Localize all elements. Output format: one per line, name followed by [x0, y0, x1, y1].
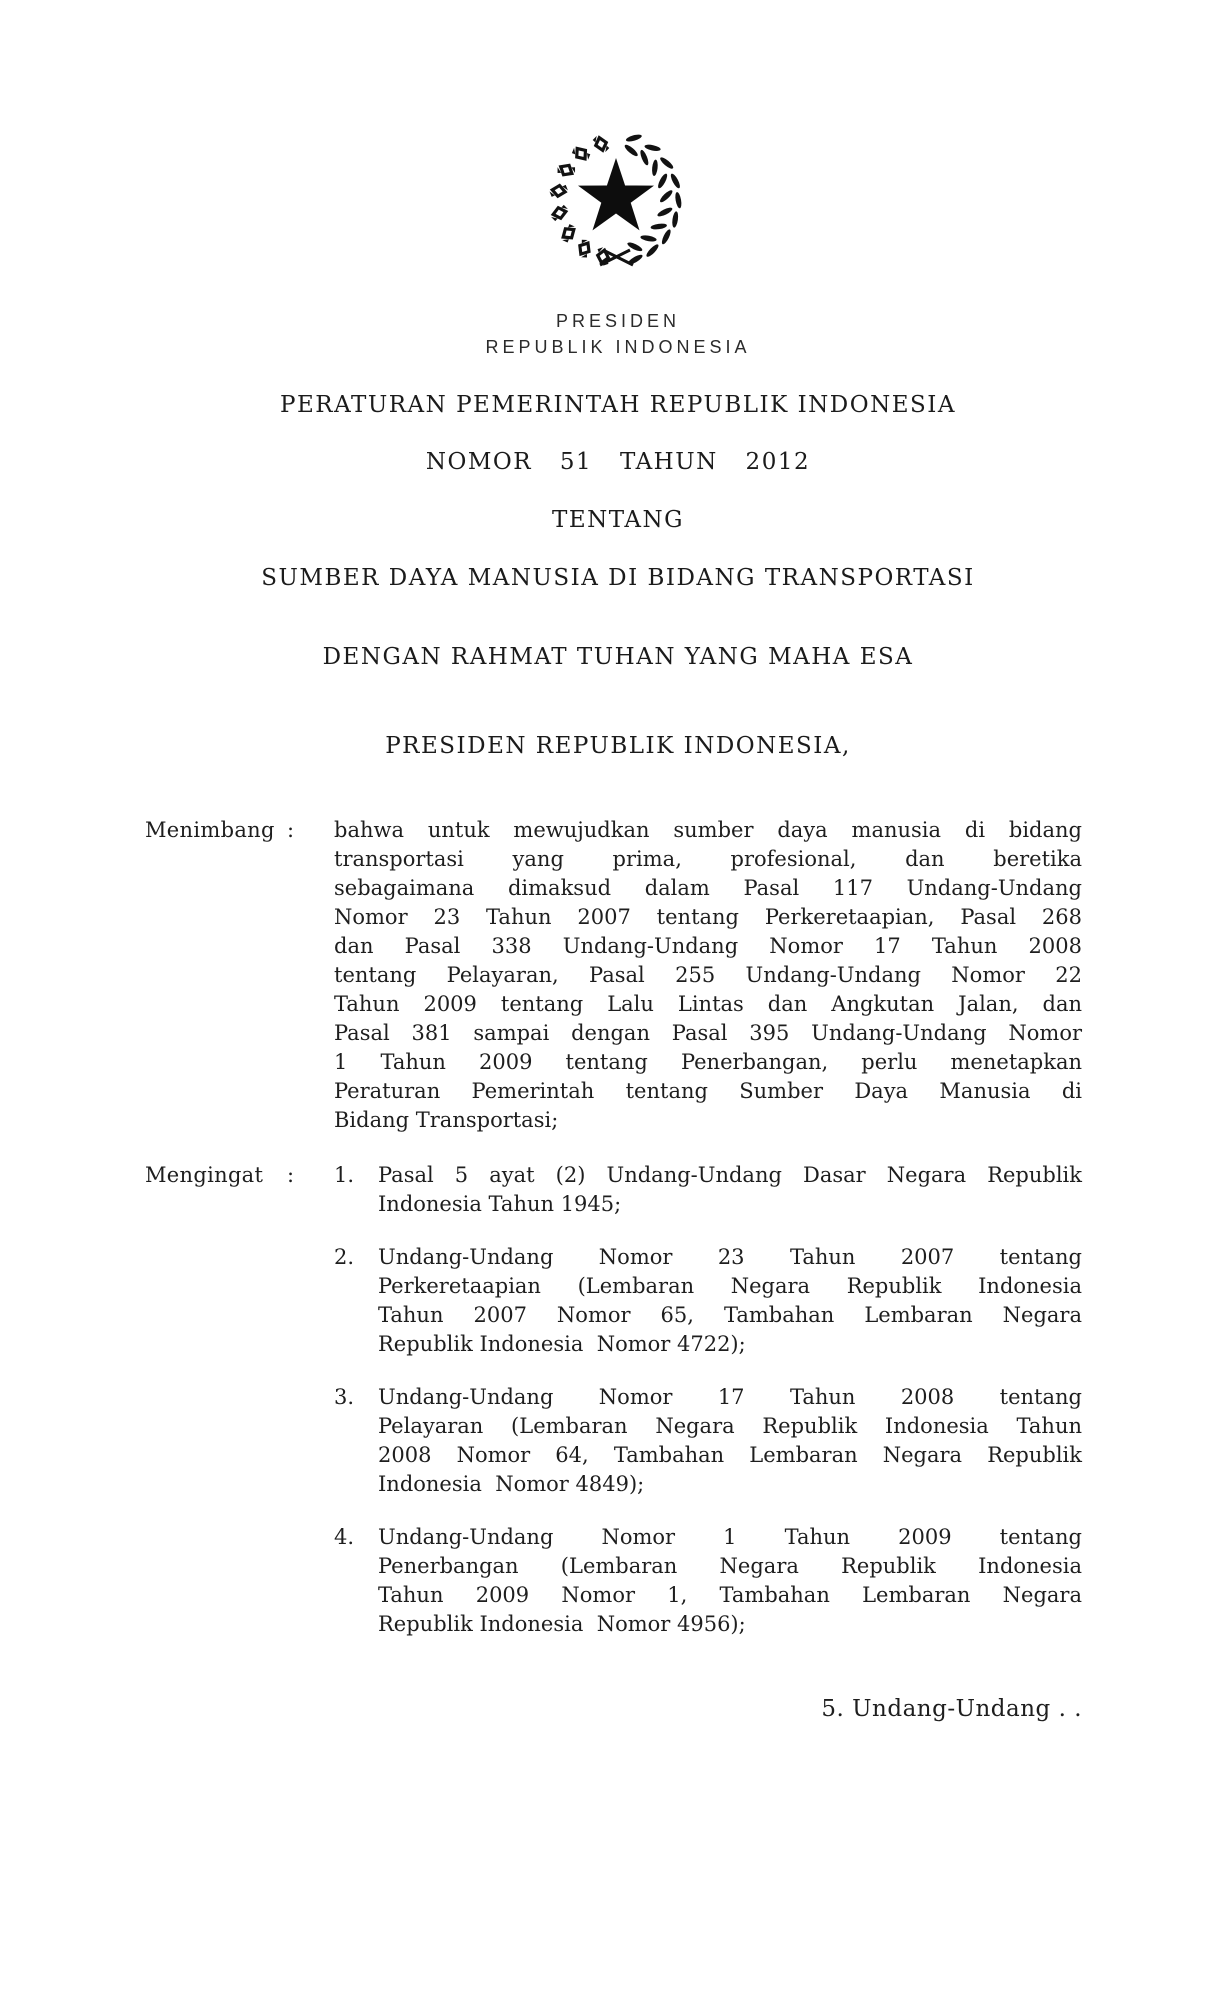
considering-text: bahwa untuk mewujudkan sumber daya manusia di bidang transportasi yang prima, profesional, dan beretika sebagaimana dimaksud dalam Pasal 117 Undang-Undang Nomor 23 Tahun 2007 tentang Perkeretaapian, Pasal 268 dan Pasal 338 Undang-Undang Nomor 17 Tahun 2008 tentang Pelayaran, Pasal 255 Undang-Undang Nomor 22 Tahun 2009 tentang Lalu Lintas dan Angkutan Jalan, dan Pasal 381 sampai dengan Pasal 395 Undang-Undang Nomor 1 Tahun 2009 tentang Penerbangan, perlu menetapkan Peraturan Pemerintah tentang Sumber Daya Manusia di Bidang Transportasi; — [334, 818, 1082, 1132]
considering-colon: : — [287, 818, 295, 842]
considering-label: Menimbang — [145, 818, 275, 842]
regulation-title: PERATURAN PEMERINTAH REPUBLIK INDONESIA — [280, 392, 956, 418]
legal-basis-item-number: 1. — [334, 1163, 355, 1187]
legal-basis-colon: : — [287, 1163, 295, 1187]
tentang-label: TENTANG — [552, 507, 684, 533]
letterhead-republik-indonesia: REPUBLIK INDONESIA — [485, 337, 751, 357]
considering-clause — [145, 816, 1082, 1135]
legal-basis-item-number: 3. — [334, 1385, 355, 1409]
regulation-number: NOMOR 51 TAHUN 2012 — [425, 449, 811, 475]
legal-basis-item — [334, 1383, 1082, 1499]
letterhead — [0, 308, 1224, 360]
legal-basis-item-text: Undang-Undang Nomor 23 Tahun 2007 tentang Perkeretaapian (Lembaran Negara Republik Indonesia Tahun 2007 Nomor 65, Tambahan Lembaran Negara Republik Indonesia Nomor 4722); — [378, 1245, 1082, 1356]
enacting-authority-line: PRESIDEN REPUBLIK INDONESIA, — [385, 733, 851, 759]
state-emblem-star-wreath-icon — [540, 132, 692, 272]
legal-basis-clause — [145, 1161, 1082, 1639]
legal-basis-item-text: Undang-Undang Nomor 1 Tahun 2009 tentang Penerbangan (Lembaran Negara Republik Indonesia Tahun 2009 Nomor 1, Tambahan Lembaran Negara Republik Indonesia Nomor 4956); — [378, 1525, 1082, 1636]
legal-basis-item-text: Undang-Undang Nomor 17 Tahun 2008 tentang Pelayaran (Lembaran Negara Republik Indonesia Tahun 2008 Nomor 64, Tambahan Lembaran Negara Republik Indonesia Nomor 4849); — [378, 1385, 1082, 1496]
regulation-subject: SUMBER DAYA MANUSIA DI BIDANG TRANSPORTASI — [261, 565, 975, 591]
letterhead-presiden: PRESIDEN — [555, 311, 681, 331]
legal-basis-item-number: 4. — [334, 1525, 355, 1549]
legal-basis-items — [334, 1161, 1082, 1639]
page-catchword: 5. Undang-Undang . . — [821, 1696, 1082, 1722]
legal-basis-item — [334, 1161, 1082, 1219]
legal-basis-item — [334, 1243, 1082, 1359]
invocation-line: DENGAN RAHMAT TUHAN YANG MAHA ESA — [322, 644, 914, 670]
legal-basis-item-number: 2. — [334, 1245, 355, 1269]
legal-basis-label: Mengingat — [145, 1163, 264, 1187]
legal-basis-item-text: Pasal 5 ayat (2) Undang-Undang Dasar Negara Republik Indonesia Tahun 1945; — [378, 1163, 1082, 1216]
legal-basis-item — [334, 1523, 1082, 1639]
